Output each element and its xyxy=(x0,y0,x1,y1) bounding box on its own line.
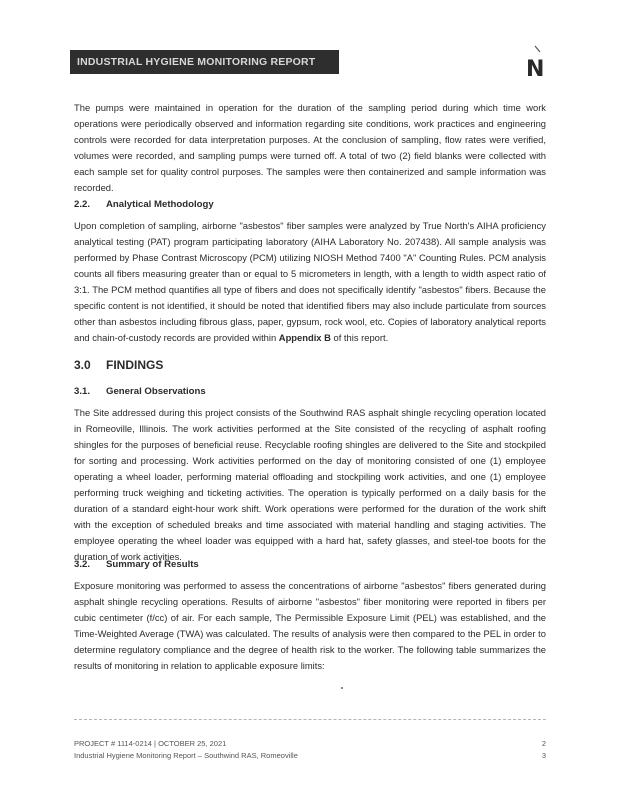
section-number: 3.0 xyxy=(74,358,91,372)
footer-mark-1: 2 xyxy=(541,739,546,748)
footer-divider xyxy=(74,719,546,720)
footer-line-2 xyxy=(74,750,546,761)
general-observations-paragraph: The Site addressed during this project consists of the Southwind RAS asphalt shingle recycling operation located in Romeoville, Illinois. The work activities performed at the Site consisted of the recycling of asphalt roofing shingles for the purposes of beneficial reuse. Recyclable roofing shingles are delivered to the Site and stockpiled for sorting and processing. Work activities performed on the day of monitoring consisted of one (1) employee operating a wheel loader, performing material offloading and stockpiling work activities, and one (1) employee performing truck weighing and ticketing activities. The operation is typically performed on a daily basis for the duration of a standard eight-hour work shift. Work operations were performed for the duration of the work shift with the exception of scheduled breaks and time associated with material handling and staging activities. The employee operating the wheel loader was equipped with a hard hat, safety glasses, and steel-toe boots for the duration of work activities. xyxy=(74,407,546,562)
report-title-banner: INDUSTRIAL HYGIENE MONITORING REPORT xyxy=(70,50,339,74)
section-3-0-heading xyxy=(74,357,163,373)
section-number: 3.2. xyxy=(74,559,91,570)
north-arrow-logo-icon xyxy=(520,42,560,82)
analytical-methodology-paragraph: Upon completion of sampling, airborne "asbestos" fiber samples were analyzed by True North's AIHA proficiency analytical testing (PAT) program participating laboratory (AIHA Laboratory No. 207438). All sample analysis was performed by Phase Contrast Microscopy (PCM) utilizing NIOSH Method 7400 "A" Counting Rules. PCM analysis counts all fibers measuring greater than or equal to 5 micrometers in length, with a length to width aspect ratio of 3:1. The PCM method quantifies all type of fibers and does not specifically identify "asbestos" fibers. Because the specific content is not identified, it should be noted that identified fibers may also include particulate from sources other than asbestos including fibrous glass, paper, gypsum, rock wool, etc. Copies of laboratory analytical reports and chain-of-custody records are provided within Appendix B of this report. xyxy=(74,220,546,343)
section-number: 3.1. xyxy=(74,386,91,397)
page-number: 3 xyxy=(541,751,546,760)
section-number: 2.2. xyxy=(74,199,91,210)
footer-project-info: PROJECT # 1114-0214 | OCTOBER 25, 2021 xyxy=(74,739,227,748)
footer-report-title: Industrial Hygiene Monitoring Report – Southwind RAS, Romeoville xyxy=(74,751,298,760)
summary-of-results-paragraph: Exposure monitoring was performed to assess the concentrations of airborne "asbestos" fibers generated during asphalt shingle recycling operations. Results of airborne "asbestos" fiber monitoring were reported in fibers per cubic centimeter (f/cc) of air. For each sample, The Permissible Exposure Limit (PEL) was established, and the Time-Weighted Average (TWA) was calculated. The results of analysis were then compared to the PEL in order to determine regulatory compliance and the degree of health risk to the worker. The following table summarizes the results of monitoring in relation to applicable exposure limits: xyxy=(74,580,546,671)
intro-paragraph: The pumps were maintained in operation for the duration of the sampling period during which time work operations were periodically observed and information regarding site conditions, work practices and engineering controls were recorded for data interpretation purposes. At the conclusion of sampling, flow rates were verified, volumes were recorded, and sampling pumps were turned off. A total of two (2) field blanks were collected with each sample set for quality control purposes. The samples were then containerized and sample information was recorded. xyxy=(74,102,546,193)
section-2-2-heading xyxy=(74,198,214,212)
page-mark xyxy=(341,687,343,689)
section-title: Summary of Results xyxy=(106,559,199,570)
footer-line-1 xyxy=(74,738,546,749)
section-title: Analytical Methodology xyxy=(106,199,214,210)
section-title: FINDINGS xyxy=(106,358,164,372)
section-title: General Observations xyxy=(106,386,206,397)
section-3-2-heading xyxy=(74,558,199,572)
appendix-reference: Appendix B xyxy=(278,332,331,343)
section-3-1-heading xyxy=(74,385,206,399)
logo-letter: N xyxy=(526,57,545,82)
